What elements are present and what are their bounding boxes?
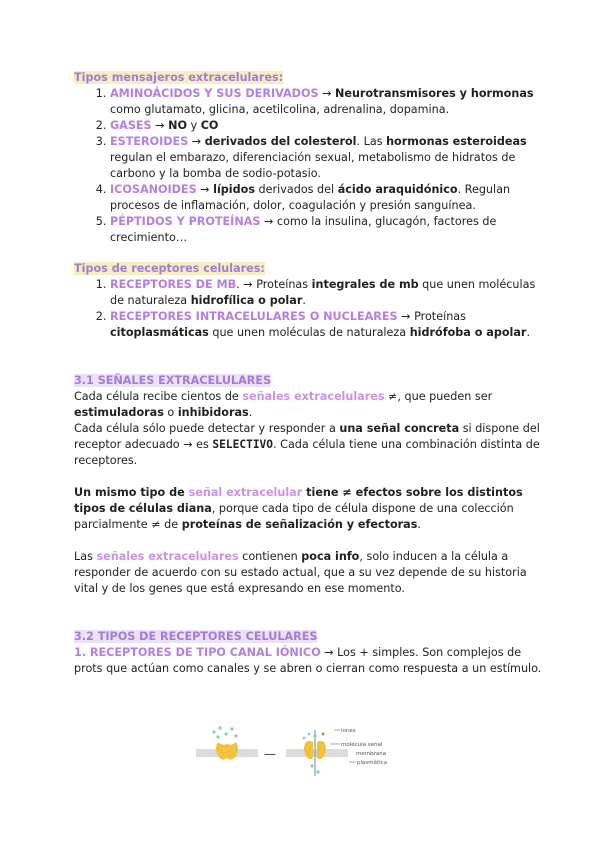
- text: .: [417, 518, 421, 531]
- bold-text: inhibidoras: [177, 406, 249, 419]
- ion-dot: [316, 770, 319, 773]
- ion-dot: [212, 730, 215, 733]
- bold-text: tiene ≠ efectos sobre los distintos tipos de células diana: [74, 486, 523, 515]
- text: , porque cada tipo de célula dispone de una colección parcialmente ≠ de: [74, 502, 514, 531]
- section-title-mensajeros: Tipos mensajeros extracelulares:: [74, 71, 284, 84]
- bold-text: estimuladoras: [74, 406, 164, 419]
- text: como glutamato, glicina, acetilcolina, adrenalina, dopamina.: [110, 103, 450, 116]
- section-mensajeros: [74, 70, 544, 246]
- bold-text: NO: [168, 119, 187, 132]
- text: .: [526, 326, 531, 339]
- item-label: AMINOÁCIDOS Y SUS DERIVADOS: [110, 87, 319, 100]
- bold-text: proteínas de señalización y efectoras: [181, 518, 418, 531]
- section-senales: [74, 373, 544, 597]
- bold-text: Neurotransmisores y hormonas: [335, 87, 534, 100]
- text: Cada célula sólo puede detectar y responder a: [74, 422, 340, 435]
- paragraph: [74, 485, 544, 533]
- arrow: →: [318, 87, 336, 100]
- item-label: RECEPTORES DE MB: [110, 278, 237, 291]
- text: . Cada célula tiene una combinación distinta de receptores.: [74, 438, 540, 467]
- arrow: →: [151, 119, 169, 132]
- text: que unen moléculas de naturaleza: [110, 278, 536, 307]
- label-plasmatica: plasmática: [357, 760, 388, 766]
- text: derivados del: [255, 183, 338, 196]
- bold-text: poca info: [301, 550, 360, 563]
- label-iones: iones: [341, 728, 356, 734]
- list-item: [110, 182, 544, 214]
- ion-dot: [308, 733, 311, 736]
- text: .: [248, 406, 253, 419]
- section-tipos-receptores: [74, 629, 544, 677]
- ion-dot: [234, 734, 237, 737]
- ion-dot: [230, 727, 233, 730]
- highlight-term: señal extracelular: [188, 486, 303, 499]
- highlight-term: señales extracelulares: [96, 550, 239, 563]
- ion-dot: [313, 734, 316, 737]
- signal-molecule-dot: [322, 733, 325, 736]
- document-page: [74, 70, 544, 677]
- section-receptores: [74, 261, 544, 341]
- list-mensajeros: [74, 86, 544, 246]
- ion-channel-diagram: [196, 722, 416, 780]
- bold-text: integrales de mb: [311, 278, 419, 291]
- bold-text: citoplasmáticas: [110, 326, 209, 339]
- arrow: →: [188, 135, 205, 148]
- item-label: RECEPTORES INTRACELULARES O NUCLEARES: [110, 310, 398, 323]
- paragraph: [74, 389, 544, 421]
- list-item: [110, 214, 544, 246]
- text: .: [302, 294, 306, 307]
- arrow: →: [397, 310, 415, 323]
- text: . Las: [356, 135, 387, 148]
- text: si dispone del receptor adecuado → es: [74, 422, 540, 451]
- text: . Regulan procesos de inflamación, dolor, coagulación y presión sanguínea.: [110, 183, 511, 212]
- list-item: [110, 134, 544, 182]
- text: o: [163, 406, 178, 419]
- section-title-tipos-receptores: 3.2 TIPOS DE RECEPTORES CELULARES: [74, 630, 318, 643]
- text: y: [186, 119, 201, 132]
- paragraph: [74, 645, 544, 677]
- text: como la insulina, glucagón, factores de crecimiento…: [110, 215, 497, 244]
- bold-text: SELECTIVO: [212, 438, 274, 451]
- text: ≠, que pueden ser: [384, 390, 493, 403]
- ion-dot: [216, 735, 219, 738]
- list-item: [110, 277, 544, 309]
- list-receptores: [74, 277, 544, 341]
- text: Las: [74, 550, 97, 563]
- item-label: ICOSANOIDES: [110, 183, 197, 196]
- list-item: [110, 309, 544, 341]
- bold-text: hidrófoba o apolar: [409, 326, 527, 339]
- section-title-senales: 3.1 SEÑALES EXTRACELULARES: [74, 374, 272, 387]
- text: regulan el embarazo, diferenciación sexual, metabolismo de hidratos de carbono y la bomba de sodio-potasio.: [110, 151, 516, 180]
- paragraph: [74, 421, 544, 469]
- ion-dot: [313, 750, 316, 753]
- bold-text: derivados del colesterol: [204, 135, 357, 148]
- bold-text: Un mismo tipo de: [74, 486, 189, 499]
- bold-text: hormonas esteroideas: [386, 135, 527, 148]
- item-label: PÉPTIDOS Y PROTEÍNAS: [110, 215, 261, 228]
- paragraph: [74, 549, 544, 597]
- item-label: ESTEROIDES: [110, 135, 189, 148]
- bold-text: lípidos: [213, 183, 255, 196]
- text: Proteínas: [414, 310, 466, 323]
- bold-text: una señal concreta: [339, 422, 460, 435]
- arrow: →: [260, 215, 277, 228]
- section-title-receptores: Tipos de receptores celulares:: [74, 262, 265, 275]
- arrow: →: [196, 183, 214, 196]
- channel-closed-icon: [216, 742, 238, 760]
- text: Cada célula recibe cientos de: [74, 390, 243, 403]
- text: → Los + simples. Son complejos de prots que actúan como canales y se abren o cierran como respuesta a un estímulo.: [74, 646, 542, 675]
- text: Proteínas: [256, 278, 312, 291]
- label-molecula-senal: molécula señal: [341, 742, 383, 748]
- text: , solo inducen a la célula a responder de acuerdo con su estado actual, que a su vez depende de su historia vital y de los genes que está expresando en ese momento.: [74, 550, 527, 595]
- bold-text: ácido araquidónico: [337, 183, 458, 196]
- item-label: GASES: [110, 119, 152, 132]
- arrow: . →: [236, 278, 257, 291]
- item-label: 1. RECEPTORES DE TIPO CANAL IÓNICO: [74, 646, 321, 659]
- list-item: [110, 118, 544, 134]
- list-item: [110, 86, 544, 118]
- label-membrana: membrana: [356, 751, 387, 757]
- highlight-term: señales extracelulares: [242, 390, 385, 403]
- ion-dot: [303, 737, 306, 740]
- bold-text: hidrofílica o polar: [190, 294, 303, 307]
- ion-dot: [224, 732, 227, 735]
- bold-text: CO: [200, 119, 219, 132]
- ion-dot: [218, 726, 221, 729]
- ion-dot: [310, 764, 313, 767]
- diagram-dash: —: [264, 747, 276, 761]
- text: contienen: [238, 550, 302, 563]
- text: que unen moléculas de naturaleza: [208, 326, 410, 339]
